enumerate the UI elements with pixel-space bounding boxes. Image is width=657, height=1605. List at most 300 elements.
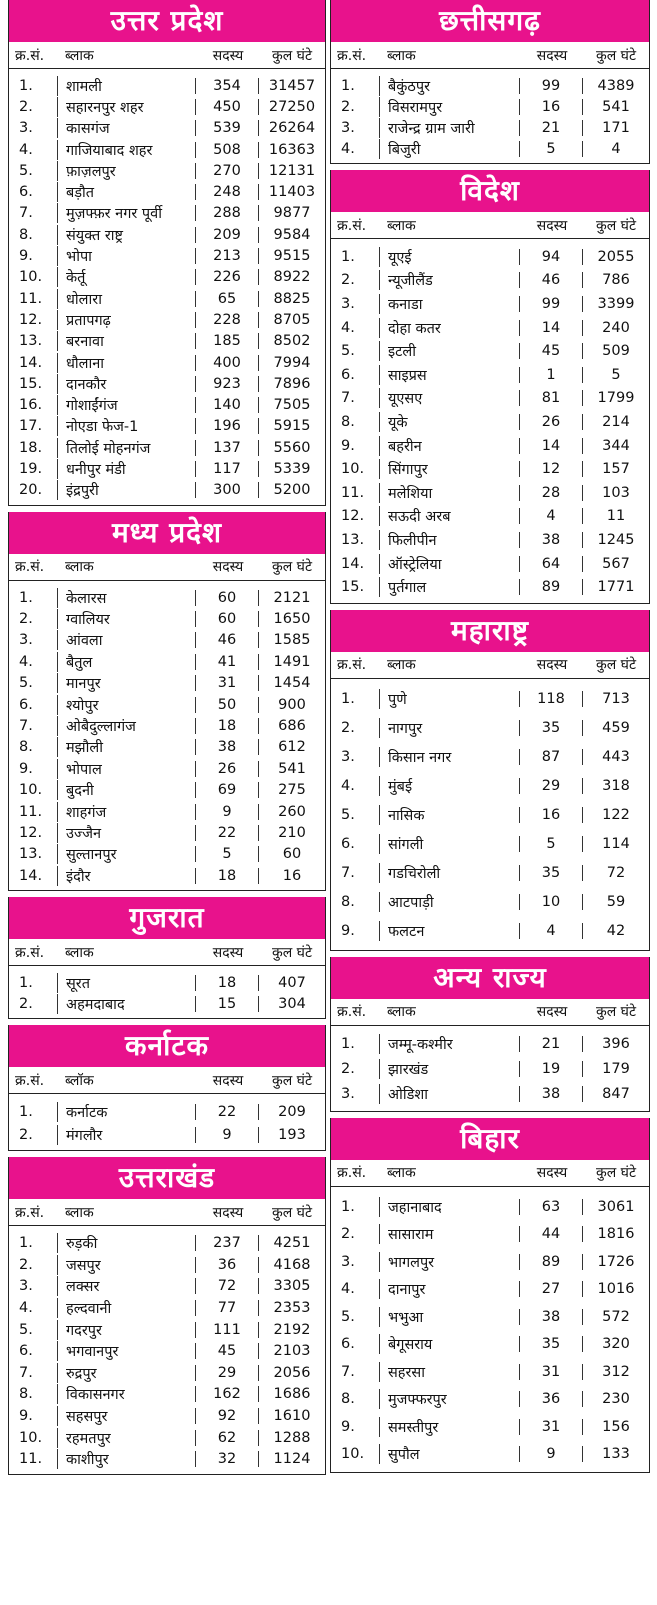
row-hours: 156 bbox=[582, 1419, 649, 1435]
row-hours: 1124 bbox=[258, 1451, 325, 1467]
header-members: सदस्य bbox=[536, 217, 568, 234]
table-row bbox=[331, 1193, 649, 1221]
table-row bbox=[9, 1254, 325, 1276]
table-row bbox=[9, 118, 325, 139]
row-block: यूएसए bbox=[379, 388, 519, 408]
row-block: इंदौर bbox=[57, 866, 195, 886]
row-hours: 5 bbox=[582, 367, 649, 383]
row-members: 38 bbox=[195, 739, 258, 755]
row-members: 162 bbox=[195, 1386, 258, 1402]
row-block: गदरपुर bbox=[57, 1320, 195, 1340]
row-members: 450 bbox=[195, 99, 258, 115]
table-row bbox=[9, 993, 325, 1014]
row-members: 18 bbox=[195, 868, 258, 884]
row-hours: 2121 bbox=[258, 590, 325, 606]
row-sn: 2. bbox=[19, 611, 33, 628]
table-row bbox=[331, 743, 649, 772]
table-row bbox=[9, 331, 325, 352]
row-members: 270 bbox=[195, 163, 258, 179]
row-hours: 713 bbox=[582, 691, 649, 707]
row-members: 21 bbox=[519, 120, 582, 136]
row-members: 92 bbox=[195, 1408, 258, 1424]
table-row bbox=[9, 715, 325, 736]
row-sn: 2. bbox=[19, 995, 33, 1012]
row-members: 226 bbox=[195, 269, 258, 285]
table-row bbox=[9, 844, 325, 865]
row-block: मानपुर bbox=[57, 673, 195, 693]
table-row bbox=[9, 779, 325, 800]
row-members: 35 bbox=[519, 720, 582, 736]
row-sn: 4. bbox=[341, 319, 355, 336]
row-hours: 72 bbox=[582, 865, 649, 881]
table-row bbox=[9, 1340, 325, 1362]
header-sn: क्र.सं. bbox=[337, 1165, 367, 1182]
row-members: 300 bbox=[195, 482, 258, 498]
header-sn: क्र.सं. bbox=[337, 657, 367, 674]
header-block: ब्लाक bbox=[387, 1165, 416, 1182]
table-row bbox=[331, 387, 649, 411]
row-block: बैतुल bbox=[57, 652, 195, 672]
row-hours: 2055 bbox=[582, 249, 649, 265]
row-hours: 209 bbox=[258, 1104, 325, 1120]
table-header bbox=[9, 1067, 325, 1094]
row-sn: 15. bbox=[341, 579, 365, 596]
row-sn: 8. bbox=[19, 1386, 33, 1403]
header-members: सदस्य bbox=[536, 657, 568, 674]
row-hours: 1686 bbox=[258, 1386, 325, 1402]
row-sn: 11. bbox=[341, 484, 365, 501]
row-sn: 1. bbox=[19, 77, 33, 94]
table-row bbox=[331, 363, 649, 387]
row-members: 44 bbox=[519, 1226, 582, 1242]
row-hours: 9584 bbox=[258, 227, 325, 243]
row-members: 99 bbox=[519, 296, 582, 312]
section-title: अन्य राज्य bbox=[331, 957, 649, 999]
row-hours: 8922 bbox=[258, 269, 325, 285]
row-members: 89 bbox=[519, 579, 582, 595]
row-hours: 1288 bbox=[258, 1430, 325, 1446]
row-members: 14 bbox=[519, 320, 582, 336]
section-title: विदेश bbox=[331, 170, 649, 212]
row-block: रुद्रपुर bbox=[57, 1363, 195, 1383]
row-hours: 31457 bbox=[258, 78, 325, 94]
header-members: सदस्य bbox=[536, 1004, 568, 1021]
table-body bbox=[9, 1226, 325, 1474]
row-sn: 3. bbox=[19, 120, 33, 137]
section-title: बिहार bbox=[331, 1118, 649, 1160]
table-row bbox=[331, 801, 649, 830]
table-row bbox=[9, 1384, 325, 1406]
row-hours: 541 bbox=[582, 99, 649, 115]
row-block: समस्तीपुर bbox=[379, 1417, 519, 1437]
row-sn: 2. bbox=[19, 1126, 33, 1143]
table-row bbox=[331, 575, 649, 599]
row-block: गाजियाबाद शहर bbox=[57, 140, 195, 160]
row-members: 5 bbox=[519, 141, 582, 157]
row-hours: 612 bbox=[258, 739, 325, 755]
table-row bbox=[331, 481, 649, 505]
table-header bbox=[331, 652, 649, 679]
row-members: 77 bbox=[195, 1300, 258, 1316]
row-members: 31 bbox=[195, 675, 258, 691]
row-hours: 1454 bbox=[258, 675, 325, 691]
row-sn: 6. bbox=[341, 366, 355, 383]
table-row bbox=[9, 416, 325, 437]
row-members: 9 bbox=[519, 1446, 582, 1462]
right-column bbox=[330, 0, 650, 1479]
section-cg bbox=[330, 0, 650, 164]
row-members: 36 bbox=[519, 1391, 582, 1407]
table-row bbox=[9, 608, 325, 629]
header-block: ब्लाक bbox=[387, 1004, 416, 1021]
row-sn: 2. bbox=[341, 720, 355, 737]
row-members: 64 bbox=[519, 556, 582, 572]
row-sn: 14. bbox=[341, 555, 365, 572]
table-header bbox=[331, 42, 649, 69]
table-row bbox=[9, 1100, 325, 1123]
row-block: बुदनी bbox=[57, 780, 195, 800]
row-block: इटली bbox=[379, 341, 519, 361]
row-hours: 509 bbox=[582, 343, 649, 359]
row-hours: 2103 bbox=[258, 1343, 325, 1359]
row-block: तिलोई मोहनगंज bbox=[57, 438, 195, 458]
row-hours: 5560 bbox=[258, 440, 325, 456]
row-members: 45 bbox=[195, 1343, 258, 1359]
row-members: 1 bbox=[519, 367, 582, 383]
section-br bbox=[330, 1118, 650, 1473]
row-block: धनीपुर मंडी bbox=[57, 459, 195, 479]
row-hours: 344 bbox=[582, 438, 649, 454]
table-row bbox=[331, 859, 649, 888]
row-sn: 10. bbox=[341, 461, 365, 478]
row-block: सूरत bbox=[57, 973, 195, 993]
table-row bbox=[331, 245, 649, 269]
table-row bbox=[9, 1276, 325, 1298]
row-hours: 7994 bbox=[258, 355, 325, 371]
row-members: 60 bbox=[195, 590, 258, 606]
header-hours: कुल घंटे bbox=[595, 657, 637, 674]
row-members: 354 bbox=[195, 78, 258, 94]
row-sn: 8. bbox=[341, 413, 355, 430]
table-row bbox=[9, 160, 325, 181]
row-hours: 230 bbox=[582, 1391, 649, 1407]
row-members: 62 bbox=[195, 1430, 258, 1446]
row-members: 41 bbox=[195, 654, 258, 670]
row-hours: 1771 bbox=[582, 579, 649, 595]
table-row bbox=[9, 1123, 325, 1146]
row-members: 228 bbox=[195, 312, 258, 328]
table-row bbox=[331, 316, 649, 340]
row-hours: 396 bbox=[582, 1036, 649, 1052]
row-members: 209 bbox=[195, 227, 258, 243]
row-sn: 2. bbox=[341, 1061, 355, 1078]
row-block: रहमतपुर bbox=[57, 1428, 195, 1448]
row-members: 400 bbox=[195, 355, 258, 371]
row-sn: 1. bbox=[19, 974, 33, 991]
row-sn: 1. bbox=[19, 1235, 33, 1252]
row-block: मंगलौर bbox=[57, 1125, 195, 1145]
row-members: 94 bbox=[519, 249, 582, 265]
row-block: ग्वालियर bbox=[57, 609, 195, 629]
row-members: 69 bbox=[195, 782, 258, 798]
table-row bbox=[331, 1275, 649, 1303]
table-row bbox=[9, 801, 325, 822]
header-members: सदस्य bbox=[536, 47, 568, 64]
row-sn: 14. bbox=[19, 867, 43, 884]
row-sn: 10. bbox=[19, 782, 43, 799]
row-sn: 11. bbox=[19, 803, 43, 820]
header-hours: कुल घंटे bbox=[595, 47, 637, 64]
row-hours: 27250 bbox=[258, 99, 325, 115]
row-hours: 171 bbox=[582, 120, 649, 136]
row-block: सऊदी अरब bbox=[379, 506, 519, 526]
table-row bbox=[331, 96, 649, 117]
table-header bbox=[9, 939, 325, 966]
row-hours: 2353 bbox=[258, 1300, 325, 1316]
row-sn: 2. bbox=[341, 1226, 355, 1243]
row-members: 16 bbox=[519, 807, 582, 823]
row-block: यूएई bbox=[379, 247, 519, 267]
row-block: भोपा bbox=[57, 246, 195, 266]
row-block: मझौली bbox=[57, 737, 195, 757]
header-hours: कुल घंटे bbox=[595, 1004, 637, 1021]
row-block: भोपाल bbox=[57, 759, 195, 779]
row-sn: 10. bbox=[19, 1429, 43, 1446]
row-members: 18 bbox=[195, 975, 258, 991]
table-body bbox=[9, 69, 325, 505]
row-block: मलेशिया bbox=[379, 483, 519, 503]
row-hours: 2192 bbox=[258, 1322, 325, 1338]
row-hours: 8825 bbox=[258, 291, 325, 307]
row-block: बिजुरी bbox=[379, 139, 519, 159]
row-hours: 5915 bbox=[258, 418, 325, 434]
row-members: 46 bbox=[519, 272, 582, 288]
row-hours: 686 bbox=[258, 718, 325, 734]
row-block: नासिक bbox=[379, 805, 519, 825]
row-hours: 3061 bbox=[582, 1199, 649, 1215]
table-row bbox=[331, 685, 649, 714]
row-block: हल्दवानी bbox=[57, 1298, 195, 1318]
section-vd bbox=[330, 170, 650, 604]
row-block: लक्सर bbox=[57, 1276, 195, 1296]
row-members: 50 bbox=[195, 697, 258, 713]
row-hours: 1650 bbox=[258, 611, 325, 627]
row-members: 9 bbox=[195, 804, 258, 820]
row-hours: 1016 bbox=[582, 1281, 649, 1297]
row-sn: 10. bbox=[341, 1446, 365, 1463]
row-block: फ़ाज़लपुर bbox=[57, 161, 195, 181]
row-sn: 2. bbox=[341, 98, 355, 115]
row-members: 117 bbox=[195, 461, 258, 477]
row-sn: 13. bbox=[341, 531, 365, 548]
row-members: 35 bbox=[519, 865, 582, 881]
table-row bbox=[9, 458, 325, 479]
row-block: मुंबई bbox=[379, 776, 519, 796]
table-row bbox=[9, 224, 325, 245]
row-sn: 5. bbox=[19, 675, 33, 692]
table-row bbox=[9, 1405, 325, 1427]
row-sn: 4. bbox=[19, 653, 33, 670]
table-row bbox=[331, 505, 649, 529]
header-hours: कुल घंटे bbox=[271, 1072, 313, 1089]
row-members: 26 bbox=[195, 761, 258, 777]
row-hours: 16 bbox=[258, 868, 325, 884]
row-members: 72 bbox=[195, 1278, 258, 1294]
table-row bbox=[331, 1082, 649, 1107]
row-block: इंद्रपुरी bbox=[57, 480, 195, 500]
row-members: 38 bbox=[519, 1086, 582, 1102]
header-hours: कुल घंटे bbox=[271, 559, 313, 576]
row-hours: 193 bbox=[258, 1127, 325, 1143]
row-hours: 8502 bbox=[258, 333, 325, 349]
row-sn: 7. bbox=[19, 205, 33, 222]
row-block: भागलपुर bbox=[379, 1252, 519, 1272]
row-sn: 12. bbox=[19, 311, 43, 328]
row-hours: 4251 bbox=[258, 1235, 325, 1251]
table-row bbox=[9, 737, 325, 758]
section-title: कर्नाटक bbox=[9, 1025, 325, 1067]
table-row bbox=[331, 410, 649, 434]
row-members: 31 bbox=[519, 1419, 582, 1435]
row-members: 111 bbox=[195, 1322, 258, 1338]
table-header bbox=[9, 42, 325, 69]
row-members: 5 bbox=[519, 836, 582, 852]
row-members: 16 bbox=[519, 99, 582, 115]
row-block: बरनावा bbox=[57, 331, 195, 351]
row-hours: 103 bbox=[582, 485, 649, 501]
header-block: ब्लॉक bbox=[65, 1072, 94, 1089]
row-block: झारखंड bbox=[379, 1059, 519, 1079]
row-sn: 17. bbox=[19, 418, 43, 435]
row-sn: 9. bbox=[19, 760, 33, 777]
left-column bbox=[8, 0, 326, 1481]
row-block: ओडिशा bbox=[379, 1084, 519, 1104]
row-hours: 3305 bbox=[258, 1278, 325, 1294]
table-body bbox=[331, 679, 649, 950]
row-hours: 1799 bbox=[582, 390, 649, 406]
header-sn: क्र.सं. bbox=[15, 1072, 45, 1089]
table-row bbox=[9, 394, 325, 415]
header-sn: क्र.सं. bbox=[337, 1004, 367, 1021]
row-sn: 3. bbox=[19, 1278, 33, 1295]
row-hours: 3399 bbox=[582, 296, 649, 312]
row-block: कासगंज bbox=[57, 118, 195, 138]
table-row bbox=[331, 434, 649, 458]
table-row bbox=[9, 288, 325, 309]
section-ka bbox=[8, 1025, 326, 1151]
row-hours: 275 bbox=[258, 782, 325, 798]
section-title: उत्तराखंड bbox=[9, 1157, 325, 1199]
row-sn: 7. bbox=[341, 865, 355, 882]
table-row bbox=[331, 1385, 649, 1413]
row-members: 65 bbox=[195, 291, 258, 307]
row-sn: 4. bbox=[341, 778, 355, 795]
row-hours: 541 bbox=[258, 761, 325, 777]
table-row bbox=[331, 1303, 649, 1331]
table-row bbox=[9, 694, 325, 715]
section-uk bbox=[8, 1157, 326, 1475]
row-hours: 1585 bbox=[258, 632, 325, 648]
header-members: सदस्य bbox=[212, 1204, 244, 1221]
header-block: ब्लाक bbox=[387, 47, 416, 64]
row-sn: 1. bbox=[341, 691, 355, 708]
row-members: 5 bbox=[195, 846, 258, 862]
row-members: 140 bbox=[195, 397, 258, 413]
row-block: पुणे bbox=[379, 689, 519, 709]
row-hours: 122 bbox=[582, 807, 649, 823]
row-members: 12 bbox=[519, 461, 582, 477]
row-sn: 6. bbox=[19, 1343, 33, 1360]
row-hours: 5339 bbox=[258, 461, 325, 477]
header-block: ब्लाक bbox=[387, 217, 416, 234]
row-sn: 13. bbox=[19, 333, 43, 350]
row-block: विसरामपुर bbox=[379, 97, 519, 117]
row-members: 29 bbox=[519, 778, 582, 794]
row-members: 87 bbox=[519, 749, 582, 765]
table-row bbox=[331, 772, 649, 801]
row-sn: 6. bbox=[19, 184, 33, 201]
row-hours: 260 bbox=[258, 804, 325, 820]
row-members: 15 bbox=[195, 996, 258, 1012]
row-sn: 1. bbox=[19, 589, 33, 606]
row-hours: 60 bbox=[258, 846, 325, 862]
table-body bbox=[331, 1026, 649, 1111]
row-members: 4 bbox=[519, 508, 582, 524]
table-body bbox=[9, 966, 325, 1018]
row-hours: 11403 bbox=[258, 184, 325, 200]
row-members: 31 bbox=[519, 1364, 582, 1380]
row-block: यूके bbox=[379, 412, 519, 432]
table-row bbox=[9, 309, 325, 330]
table-row bbox=[9, 245, 325, 266]
table-row bbox=[331, 1358, 649, 1386]
row-members: 32 bbox=[195, 1451, 258, 1467]
row-members: 60 bbox=[195, 611, 258, 627]
row-sn: 8. bbox=[341, 1391, 355, 1408]
row-sn: 1. bbox=[341, 1036, 355, 1053]
table-row bbox=[9, 1427, 325, 1449]
row-block: गोशाईंगंज bbox=[57, 395, 195, 415]
row-sn: 1. bbox=[341, 1198, 355, 1215]
row-hours: 304 bbox=[258, 996, 325, 1012]
row-block: सांगली bbox=[379, 834, 519, 854]
row-hours: 4389 bbox=[582, 78, 649, 94]
table-body bbox=[9, 1094, 325, 1150]
table-row bbox=[9, 1297, 325, 1319]
row-members: 248 bbox=[195, 184, 258, 200]
row-block: साइप्रस bbox=[379, 365, 519, 385]
row-sn: 9. bbox=[19, 248, 33, 265]
row-hours: 320 bbox=[582, 1336, 649, 1352]
row-members: 29 bbox=[195, 1365, 258, 1381]
row-block: आंवला bbox=[57, 630, 195, 650]
row-block: सहारनपुर शहर bbox=[57, 97, 195, 117]
table-row bbox=[9, 651, 325, 672]
row-block: फलटन bbox=[379, 921, 519, 941]
section-mh bbox=[330, 610, 650, 951]
row-sn: 6. bbox=[19, 696, 33, 713]
table-row bbox=[9, 437, 325, 458]
row-hours: 42 bbox=[582, 923, 649, 939]
table-row bbox=[331, 292, 649, 316]
table-row bbox=[331, 339, 649, 363]
table-header bbox=[9, 1199, 325, 1226]
row-members: 35 bbox=[519, 1336, 582, 1352]
table-row bbox=[9, 352, 325, 373]
row-block: धौलाना bbox=[57, 353, 195, 373]
row-members: 137 bbox=[195, 440, 258, 456]
row-block: दानकौर bbox=[57, 374, 195, 394]
